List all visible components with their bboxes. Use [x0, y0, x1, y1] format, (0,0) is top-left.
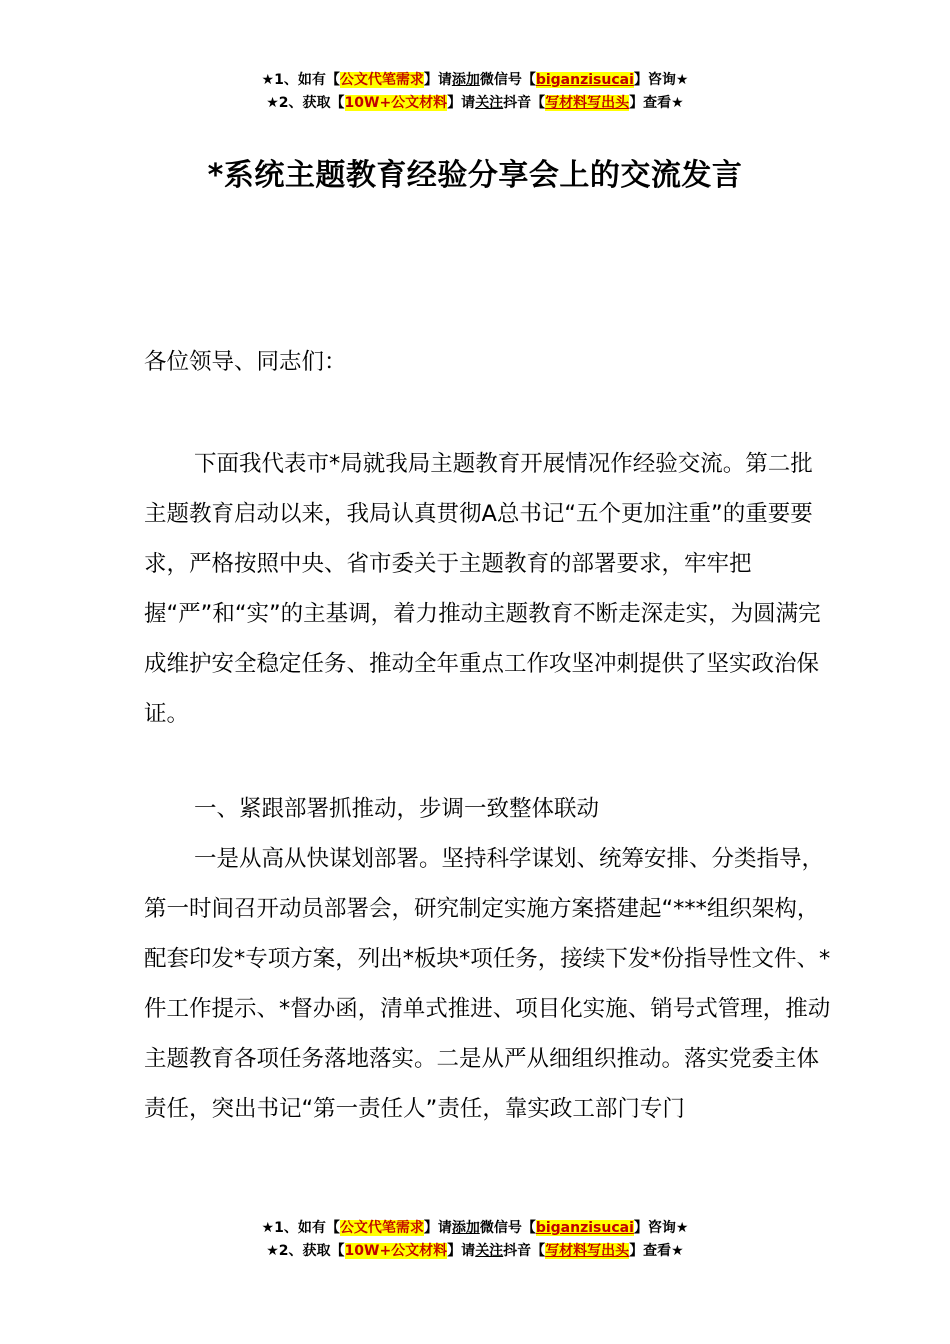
paragraph-intro: 下面我代表市*局就我局主题教育开展情况作经验交流。第二批主题教育启动以来，我局认真贯彻A总书记“五个更加注重”的重要要求，严格按照中央、省市委关于主题教育的部署要求，牢牢把握“严”和“实”的主基调，着力推动主题教育不断走深走实，为圆满完成维护安全稳定任务、推动全年重点工作攻坚冲刺提供了坚实政治保证。	[144, 451, 821, 727]
promo-text: 】查看★	[629, 1243, 684, 1259]
promo-text: 抖音【	[503, 95, 546, 111]
promo-text: ★2、获取【	[266, 95, 345, 111]
promo-wechat-id[interactable]: biganzisucai	[535, 72, 634, 88]
promo-text: 】咨询★	[633, 1220, 689, 1236]
promo-underlined-text: 添加	[451, 72, 480, 88]
promo-text: 】请	[423, 72, 452, 88]
promo-underlined-text: 关注	[475, 95, 504, 111]
promo-line-1	[0, 1217, 950, 1240]
promo-underlined-text: 关注	[475, 1243, 504, 1259]
top-promo-banner	[0, 69, 950, 115]
promo-highlight-materials: 10W+公文材料	[344, 95, 448, 111]
promo-text: ★1、如有【	[261, 1220, 340, 1236]
promo-text: 】请	[423, 1220, 452, 1236]
promo-text: 】咨询★	[633, 72, 689, 88]
promo-line-1	[0, 69, 950, 92]
paragraph-section-1: 一是从高从快谋划部署。坚持科学谋划、统筹安排、分类指导，第一时间召开动员部署会，研究制定实施方案搭建起“***组织架构，配套印发*专项方案，列出*板块*项任务，接续下发*份指导性文件、*件工作提示、*督办函，清单式推进、项目化实施、销号式管理，推动主题教育各项任务落地落实。二是从严从细组织推动。落实党委主体责任，突出书记“第一责任人”责任，靠实政工部门专门	[144, 846, 831, 1122]
section-1	[144, 784, 834, 1134]
promo-highlight-service: 公文代笔需求	[339, 72, 424, 88]
document-title: *系统主题教育经验分享会上的交流发言	[207, 158, 743, 193]
promo-text: 微信号【	[479, 72, 536, 88]
promo-highlight-materials: 10W+公文材料	[344, 1243, 448, 1259]
promo-text: 】请	[447, 95, 476, 111]
promo-line-2	[0, 92, 950, 115]
salutation: 各位领导、同志们：	[144, 349, 347, 375]
promo-highlight-service: 公文代笔需求	[339, 1220, 424, 1236]
promo-wechat-id[interactable]: biganzisucai	[535, 1220, 634, 1236]
promo-text: 抖音【	[503, 1243, 546, 1259]
promo-douyin-id[interactable]: 写材料写出头	[545, 1243, 630, 1259]
promo-text: 】查看★	[629, 95, 684, 111]
promo-text: 微信号【	[479, 1220, 536, 1236]
promo-line-2	[0, 1240, 950, 1263]
promo-douyin-id[interactable]: 写材料写出头	[545, 95, 630, 111]
section-heading: 一、紧跟部署抓推动，步调一致整体联动	[194, 796, 600, 822]
promo-text: ★1、如有【	[261, 72, 340, 88]
bottom-promo-banner	[0, 1217, 950, 1263]
promo-underlined-text: 添加	[451, 1220, 480, 1236]
promo-text: ★2、获取【	[266, 1243, 345, 1259]
promo-text: 】请	[447, 1243, 476, 1259]
